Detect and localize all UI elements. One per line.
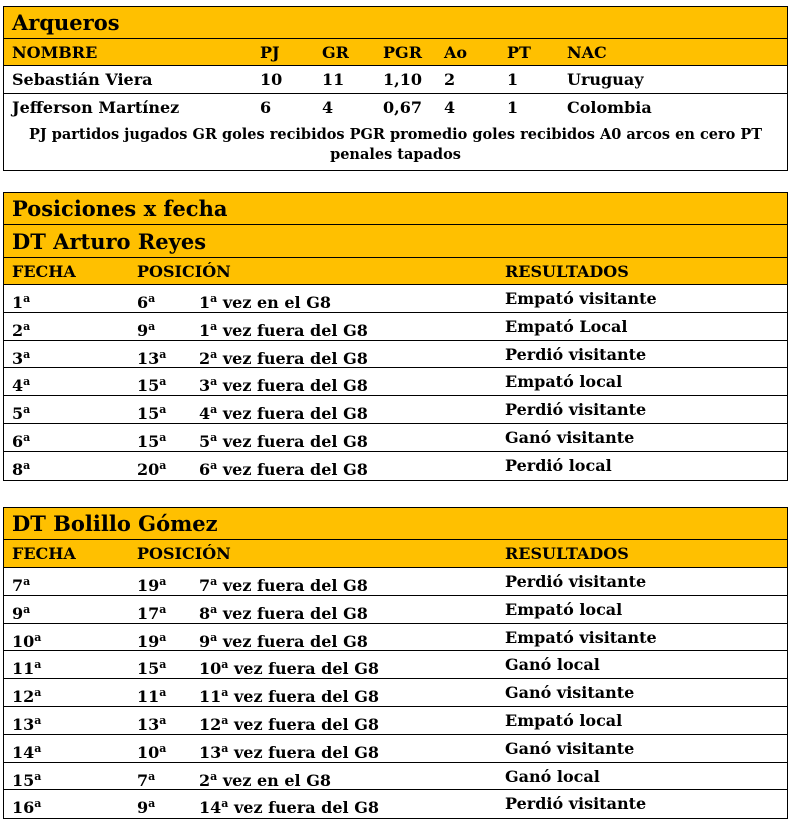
fecha-number: 9 bbox=[12, 603, 24, 623]
goalkeeper-row bbox=[4, 94, 787, 122]
position-row bbox=[4, 763, 787, 791]
fecha-number: 15 bbox=[12, 770, 35, 790]
positions-table-reyes bbox=[3, 192, 788, 481]
g8-status-text: vez fuera del G8 bbox=[217, 576, 368, 595]
goalkeepers-title: Arqueros bbox=[4, 7, 787, 39]
position-row bbox=[4, 679, 787, 707]
ordinal-mark: a bbox=[148, 797, 156, 811]
ordinal-mark: a bbox=[210, 430, 218, 444]
resultado-cell: Perdió visitante bbox=[505, 572, 647, 591]
position-row bbox=[4, 790, 787, 818]
ordinal-mark: a bbox=[221, 741, 229, 755]
ordinal-mark: a bbox=[210, 575, 218, 588]
g8-status-text: vez fuera del G8 bbox=[228, 714, 379, 734]
posicion-number: 13 bbox=[137, 714, 160, 734]
col-fecha: FECHA bbox=[12, 262, 76, 281]
position-row bbox=[4, 596, 787, 624]
fecha-number: 1 bbox=[12, 293, 24, 312]
col-ao: Ao bbox=[444, 43, 468, 62]
g8-count: 11 bbox=[199, 687, 222, 707]
posicion-number: 13 bbox=[137, 348, 160, 368]
g8-count: 10 bbox=[199, 659, 222, 679]
col-pj: PJ bbox=[260, 43, 280, 62]
ordinal-mark: a bbox=[23, 403, 31, 417]
fecha-number: 13 bbox=[12, 714, 35, 734]
position-row bbox=[4, 396, 787, 424]
coach1-header-row bbox=[4, 258, 787, 285]
position-row bbox=[4, 368, 787, 396]
g8-count: 13 bbox=[199, 742, 222, 762]
ordinal-mark: a bbox=[23, 430, 31, 444]
ordinal-mark: a bbox=[148, 769, 156, 783]
ordinal-mark: a bbox=[159, 375, 167, 389]
ordinal-mark: a bbox=[159, 458, 167, 472]
ordinal-mark: a bbox=[159, 347, 167, 361]
g8-count: 1 bbox=[199, 320, 211, 340]
resultado-cell: Ganó visitante bbox=[505, 427, 635, 447]
ordinal-mark: a bbox=[148, 319, 156, 333]
gk-ao: 4 bbox=[444, 98, 456, 117]
ordinal-mark: a bbox=[34, 797, 42, 811]
ordinal-mark: a bbox=[210, 347, 218, 361]
ordinal-mark: a bbox=[23, 602, 31, 616]
col-resultados: RESULTADOS bbox=[505, 262, 629, 281]
fecha-number: 6 bbox=[12, 431, 24, 451]
posicion-number: 17 bbox=[137, 603, 160, 623]
g8-status-cell bbox=[199, 452, 368, 484]
gk-nac: Colombia bbox=[567, 98, 652, 117]
col-gr: GR bbox=[322, 43, 349, 62]
position-row bbox=[4, 452, 787, 480]
col-fecha: FECHA bbox=[12, 544, 76, 563]
gk-pj: 10 bbox=[260, 70, 283, 89]
ordinal-mark: a bbox=[159, 713, 167, 727]
fecha-number: 12 bbox=[12, 687, 35, 707]
resultado-cell: Empató visitante bbox=[505, 289, 657, 308]
ordinal-mark: a bbox=[159, 630, 167, 644]
g8-count: 7 bbox=[199, 576, 211, 595]
goalkeepers-legend: PJ partidos jugados GR goles recibidos PGR promedio goles recibidos A0 arcos en cero PT penales tapados bbox=[28, 126, 763, 163]
gk-nac: Uruguay bbox=[567, 70, 644, 89]
fecha-number: 16 bbox=[12, 798, 35, 818]
ordinal-mark: a bbox=[210, 403, 218, 417]
gk-gr: 4 bbox=[322, 98, 334, 117]
col-resultados: RESULTADOS bbox=[505, 544, 629, 563]
resultado-cell: Perdió visitante bbox=[505, 400, 647, 420]
g8-status-text: vez fuera del G8 bbox=[228, 798, 379, 818]
g8-status-text: vez fuera del G8 bbox=[217, 348, 368, 368]
g8-status-text: vez fuera del G8 bbox=[217, 431, 368, 451]
ordinal-mark: a bbox=[159, 686, 167, 700]
g8-status-text: vez fuera del G8 bbox=[228, 742, 379, 762]
ordinal-mark: a bbox=[221, 797, 229, 811]
ordinal-mark: a bbox=[210, 292, 218, 305]
ordinal-mark: a bbox=[221, 686, 229, 700]
g8-status-text: vez en el G8 bbox=[217, 770, 331, 790]
gk-gr: 11 bbox=[322, 70, 345, 89]
ordinal-mark: a bbox=[23, 292, 31, 305]
g8-status-text: vez fuera del G8 bbox=[217, 376, 368, 396]
g8-status-text: vez fuera del G8 bbox=[217, 404, 368, 424]
g8-status-cell bbox=[199, 790, 379, 822]
ordinal-mark: a bbox=[159, 430, 167, 444]
g8-count: 2 bbox=[199, 770, 211, 790]
col-nac: NAC bbox=[567, 43, 607, 62]
g8-count: 3 bbox=[199, 376, 211, 396]
resultado-cell: Empató local bbox=[505, 372, 623, 392]
goalkeepers-table bbox=[3, 6, 788, 171]
resultado-cell: Perdió local bbox=[505, 455, 612, 475]
resultado-cell: Perdió visitante bbox=[505, 794, 647, 814]
position-row bbox=[4, 735, 787, 763]
position-row bbox=[4, 651, 787, 679]
resultado-cell: Ganó local bbox=[505, 766, 600, 786]
fecha-number: 11 bbox=[12, 659, 35, 679]
posicion-number: 20 bbox=[137, 459, 160, 479]
g8-status-text: vez fuera del G8 bbox=[217, 603, 368, 623]
posicion-cell bbox=[137, 452, 166, 484]
ordinal-mark: a bbox=[23, 375, 31, 389]
ordinal-mark: a bbox=[210, 602, 218, 616]
col-posicion: POSICIÓN bbox=[137, 544, 231, 563]
col-pt: PT bbox=[507, 43, 531, 62]
ordinal-mark: a bbox=[23, 347, 31, 361]
ordinal-mark: a bbox=[159, 602, 167, 616]
resultado-cell: Empató local bbox=[505, 599, 623, 619]
position-row bbox=[4, 313, 787, 341]
ordinal-mark: a bbox=[210, 319, 218, 333]
gk-name: Sebastián Viera bbox=[12, 70, 153, 89]
ordinal-mark: a bbox=[159, 741, 167, 755]
gk-pj: 6 bbox=[260, 98, 272, 117]
coach1-title: DT Arturo Reyes bbox=[4, 225, 787, 258]
coach2-title: DT Bolillo Gómez bbox=[4, 508, 787, 540]
g8-status-text: vez fuera del G8 bbox=[217, 459, 368, 479]
fecha-number: 14 bbox=[12, 742, 35, 762]
ordinal-mark: a bbox=[34, 713, 42, 727]
position-row bbox=[4, 707, 787, 735]
ordinal-mark: a bbox=[34, 769, 42, 783]
position-row bbox=[4, 624, 787, 652]
g8-count: 8 bbox=[199, 603, 211, 623]
fecha-number: 7 bbox=[12, 576, 24, 595]
resultado-cell: Perdió visitante bbox=[505, 344, 647, 364]
g8-status-text: vez fuera del G8 bbox=[217, 320, 368, 340]
posicion-number: 19 bbox=[137, 576, 160, 595]
g8-count: 2 bbox=[199, 348, 211, 368]
ordinal-mark: a bbox=[210, 769, 218, 783]
resultado-cell: Empató Local bbox=[505, 316, 628, 336]
resultado-cell: Empató local bbox=[505, 710, 623, 730]
posicion-number: 7 bbox=[137, 770, 149, 790]
position-row bbox=[4, 424, 787, 452]
positions-title: Posiciones x fecha bbox=[4, 193, 787, 225]
g8-count: 6 bbox=[199, 459, 211, 479]
fecha-cell bbox=[12, 790, 41, 822]
ordinal-mark: a bbox=[23, 319, 31, 333]
gk-pgr: 1,10 bbox=[383, 70, 422, 89]
ordinal-mark: a bbox=[23, 575, 31, 588]
ordinal-mark: a bbox=[159, 658, 167, 672]
gk-pt: 1 bbox=[507, 98, 519, 117]
col-pgr: PGR bbox=[383, 43, 422, 62]
g8-status-text: vez fuera del G8 bbox=[217, 631, 368, 651]
ordinal-mark: a bbox=[210, 458, 218, 472]
posicion-number: 9 bbox=[137, 798, 149, 818]
g8-count: 12 bbox=[199, 714, 222, 734]
posicion-number: 6 bbox=[137, 293, 149, 312]
ordinal-mark: a bbox=[34, 686, 42, 700]
posicion-number: 15 bbox=[137, 659, 160, 679]
ordinal-mark: a bbox=[159, 403, 167, 417]
g8-status-text: vez en el G8 bbox=[217, 293, 331, 312]
ordinal-mark: a bbox=[34, 630, 42, 644]
position-row bbox=[4, 568, 787, 596]
fecha-number: 4 bbox=[12, 376, 24, 396]
ordinal-mark: a bbox=[148, 292, 156, 305]
position-row bbox=[4, 341, 787, 369]
ordinal-mark: a bbox=[210, 375, 218, 389]
fecha-number: 5 bbox=[12, 404, 24, 424]
fecha-cell bbox=[12, 452, 30, 484]
resultado-cell: Ganó visitante bbox=[505, 738, 635, 758]
posicion-number: 15 bbox=[137, 404, 160, 424]
fecha-number: 2 bbox=[12, 320, 24, 340]
gk-name: Jefferson Martínez bbox=[12, 98, 180, 117]
fecha-number: 3 bbox=[12, 348, 24, 368]
fecha-number: 10 bbox=[12, 631, 35, 651]
g8-status-text: vez fuera del G8 bbox=[228, 659, 379, 679]
col-posicion: POSICIÓN bbox=[137, 262, 231, 281]
goalkeeper-row bbox=[4, 66, 787, 94]
ordinal-mark: a bbox=[210, 630, 218, 644]
coach2-header-row bbox=[4, 540, 787, 568]
gk-pt: 1 bbox=[507, 70, 519, 89]
positions-table-gomez bbox=[3, 507, 788, 819]
resultado-cell: Ganó local bbox=[505, 655, 600, 675]
goalkeepers-header-row bbox=[4, 39, 787, 66]
ordinal-mark: a bbox=[159, 575, 167, 588]
position-row bbox=[4, 285, 787, 313]
g8-status-text: vez fuera del G8 bbox=[228, 687, 379, 707]
resultado-cell: Empató visitante bbox=[505, 627, 657, 647]
g8-count: 5 bbox=[199, 431, 211, 451]
g8-count: 4 bbox=[199, 404, 211, 424]
fecha-number: 8 bbox=[12, 459, 24, 479]
posicion-number: 11 bbox=[137, 687, 160, 707]
posicion-number: 19 bbox=[137, 631, 160, 651]
ordinal-mark: a bbox=[34, 741, 42, 755]
posicion-cell bbox=[137, 790, 155, 822]
g8-count: 9 bbox=[199, 631, 211, 651]
ordinal-mark: a bbox=[34, 658, 42, 672]
g8-count: 14 bbox=[199, 798, 222, 818]
g8-count: 1 bbox=[199, 293, 211, 312]
gk-pgr: 0,67 bbox=[383, 98, 422, 117]
col-nombre: NOMBRE bbox=[12, 43, 98, 62]
posicion-number: 15 bbox=[137, 431, 160, 451]
gk-ao: 2 bbox=[444, 70, 456, 89]
posicion-number: 15 bbox=[137, 376, 160, 396]
ordinal-mark: a bbox=[221, 658, 229, 672]
posicion-number: 10 bbox=[137, 742, 160, 762]
ordinal-mark: a bbox=[221, 713, 229, 727]
posicion-number: 9 bbox=[137, 320, 149, 340]
resultado-cell: Ganó visitante bbox=[505, 683, 635, 703]
ordinal-mark: a bbox=[23, 458, 31, 472]
